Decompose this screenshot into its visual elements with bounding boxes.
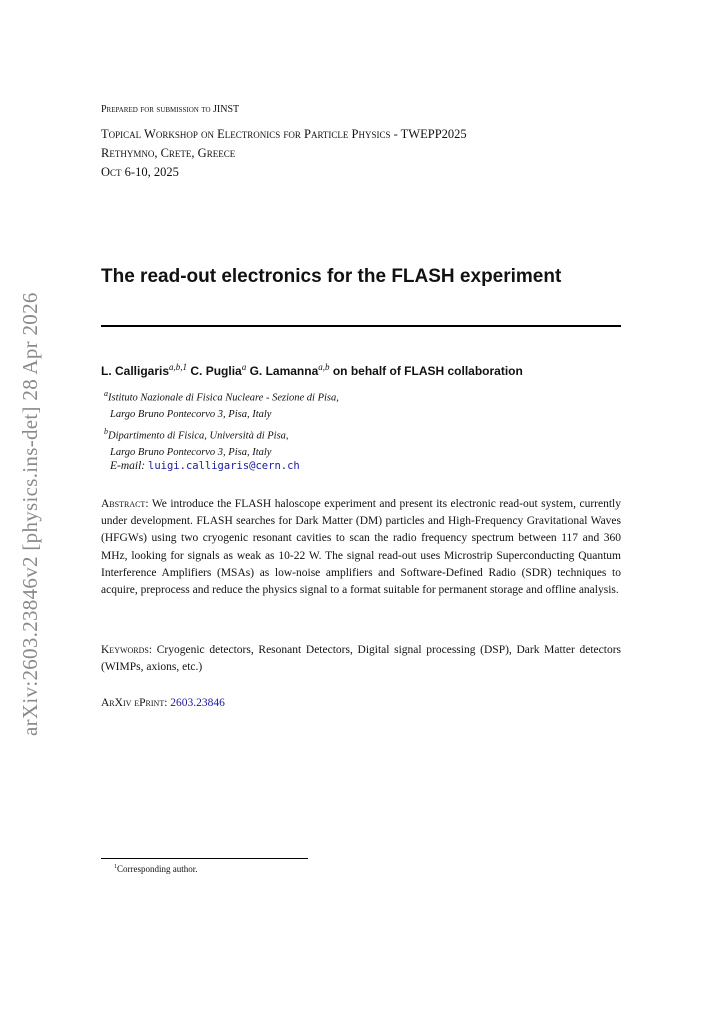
authors-suffix: on behalf of FLASH collaboration [332,364,523,378]
eprint [101,697,225,709]
footnote-rule [101,858,308,859]
arxiv-stamp-text: arXiv:2603.23846v2 [physics.ins-det] 28 Apr 2026 [18,292,42,736]
email-link[interactable]: luigi.calligaris@cern.ch [148,460,300,472]
keywords-text: Cryogenic detectors, Resonant Detectors, Digital signal processing (DSP), Dark Matter detectors (WIMPs, axions, etc.) [101,644,621,674]
author-affiliation-mark: a [241,362,247,372]
eprint-label: ArXiv ePrint: [101,697,168,709]
affiliation-line: $^b$Dipartimento di Fisica, Università di Pisa, [104,426,289,441]
author-affiliation-mark: a,b [318,362,330,372]
footnote-mark: 1 [114,864,117,870]
affiliations [104,386,339,461]
affiliation-line: Largo Bruno Pontecorvo 3, Pisa, Italy [110,446,272,458]
author-list [101,362,523,378]
keywords [101,642,621,676]
workshop-name: Topical Workshop on Electronics for Particle Physics - TWEPP2025 [101,127,467,141]
workshop-location: Rethymno, Crete, Greece [101,146,236,160]
affiliation-line: $^a$Istituto Nazionale di Fisica Nucleare - Sezione di Pisa, [104,389,339,404]
abstract-text: We introduce the FLASH haloscope experiment and present its electronic read-out system, currently under development. FLASH searches for Dark Matter (DM) particles and High-Frequency Gravitational Waves (HFGWs) using two cryogenic resonant cavities to scan the radio frequency spectrum between 117 and 360 MHz, looking for signals as weak as 10-22 W. The signal read-out uses Microstrip Superconducting Quantum Interference Amplifiers (MSAs) as low-noise amplifiers and Software-Defined Radio (SDR) techniques to acquire, preprocess and reduce the physics signal to a format suitable for permanent storage and offline analysis. [101,498,621,597]
eprint-link[interactable]: 2603.23846 [170,697,225,709]
author-name: L. Calligaris [101,364,170,378]
prepared-for: Prepared for submission to JINST [101,104,240,115]
affiliation-line: Largo Bruno Pontecorvo 3, Pisa, Italy [110,409,272,420]
author-affiliation-mark: a,b,1 [169,362,188,372]
header [101,103,467,182]
email-label: E-mail: [110,460,146,472]
affiliation-mark: b [104,426,108,436]
footnote [114,864,198,874]
abstract-label: Abstract: [101,498,149,510]
abstract [101,496,621,599]
arxiv-stamp [18,252,48,736]
keywords-label: Keywords: [101,644,153,656]
workshop-date: Oct 6-10, 2025 [101,165,179,179]
email [110,460,300,472]
author-name: G. Lamanna [249,364,319,378]
paper-title: The read-out electronics for the FLASH experiment [101,266,562,287]
author-name: C. Puglia [190,364,242,378]
footnote-text: Corresponding author. [117,864,198,874]
title-rule [101,325,621,327]
affiliation-mark: a [104,389,108,398]
